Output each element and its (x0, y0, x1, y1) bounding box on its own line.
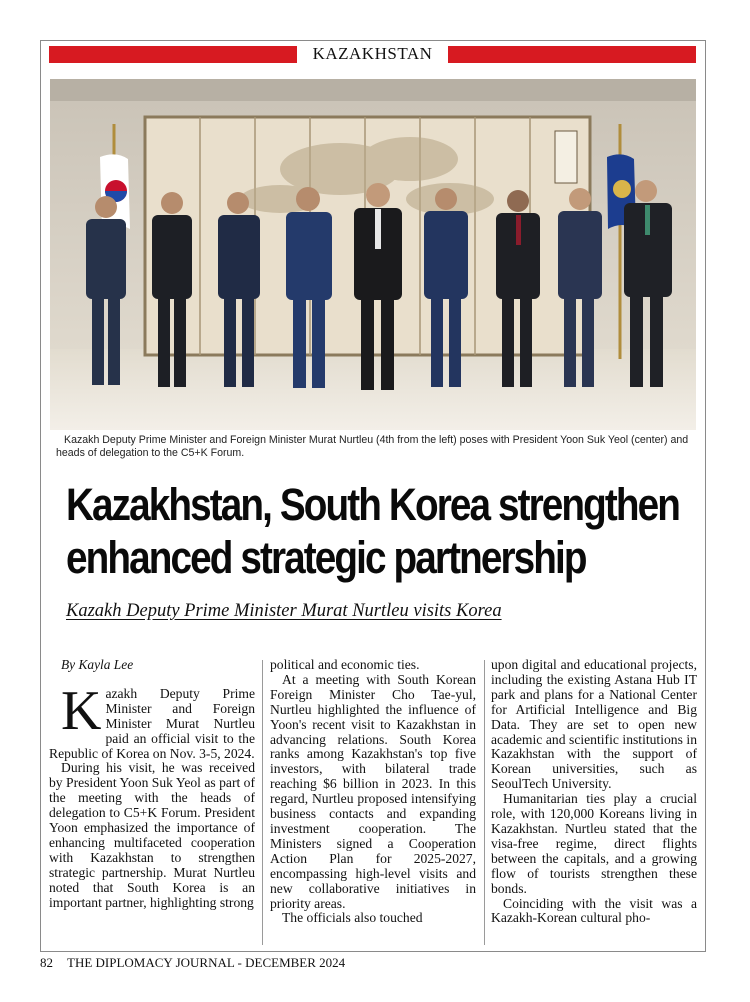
paragraph: During his visit, he was received by President Yoon Suk Yeol as part of the meeting with the heads of delegation to C5+K Forum. President Yoon emphasized the importance of enhancing multifaceted cooperation with Kazakhstan to strengthen strategic partnership. Murat Nurtleu noted that South Korea is an important partner, highlighting strong (49, 760, 255, 910)
page-number: 82 (40, 955, 53, 970)
paragraph: upon digital and educational projects, including the existing Astana Hub IT park and plans for a National Center for Artificial Intelligence and Big Data. They are set to open new academic and scientific institutions in Kazakhstan with the support of Korean universities, such as SeoulTech University. (491, 658, 697, 792)
section-bar-left (49, 46, 297, 63)
headline-line-2: enhanced strategic partnership (66, 532, 586, 583)
paragraph: The officials also touched (282, 910, 423, 926)
photo-caption: Kazakh Deputy Prime Minister and Foreign Minister Murat Nurtleu (4th from the left) poses with President Yoon Suk Yeol (center) and heads of delegation to the C5+K Forum. (56, 434, 689, 459)
paragraph: political and economic ties. (270, 658, 420, 672)
subheadline: Kazakh Deputy Prime Minister Murat Nurtleu visits Korea (66, 601, 502, 621)
paragraph: Humanitarian ties play a crucial role, with 120,000 Koreans living in Kazakhstan. Nurtleu stated that the visa-free regime, direct flights between the capitals, and a growing flow of tourists strengthen these bonds. (491, 791, 697, 896)
headline (66, 478, 680, 584)
paragraph: Coinciding with the visit was a Kazakh-Korean cultural pho- (491, 895, 697, 926)
column-divider (484, 660, 485, 945)
headline-line-1: Kazakhstan, South Korea strengthen (66, 479, 680, 530)
article-column-1 (49, 658, 255, 943)
paragraph: At a meeting with South Korean Foreign Minister Cho Tae-yul, Nurtleu highlighted the influence of Yoon's recent visit to Kazakhstan in advancing relations. South Korea ranks among Kazakhstan's top five investors, with bilateral trade reaching $6 billion in 2023. In this regard, Nurtleu proposed intensifying business contacts and expanding investment cooperation. The Ministers signed a Cooperation Action Plan for 2025-2027, encompassing high-level visits and new collaborative initiatives in priority areas. (270, 671, 476, 911)
paragraph: azakh Deputy Prime Minister and Foreign Minister Murat Nurtleu paid an official visit to the Republic of Korea on Nov. 3-5, 2024. (49, 685, 255, 761)
drop-cap: K (61, 679, 102, 742)
delegation-photo (50, 79, 696, 430)
article-column-3 (491, 658, 697, 943)
publication-name: THE DIPLOMACY JOURNAL - DECEMBER 2024 (67, 955, 346, 970)
column-divider (262, 660, 263, 945)
byline: By Kayla Lee (61, 658, 134, 672)
page-footer (40, 955, 359, 971)
section-bar-right (448, 46, 696, 63)
article-column-2 (270, 658, 476, 943)
section-label: KAZAKHSTAN (312, 44, 433, 63)
